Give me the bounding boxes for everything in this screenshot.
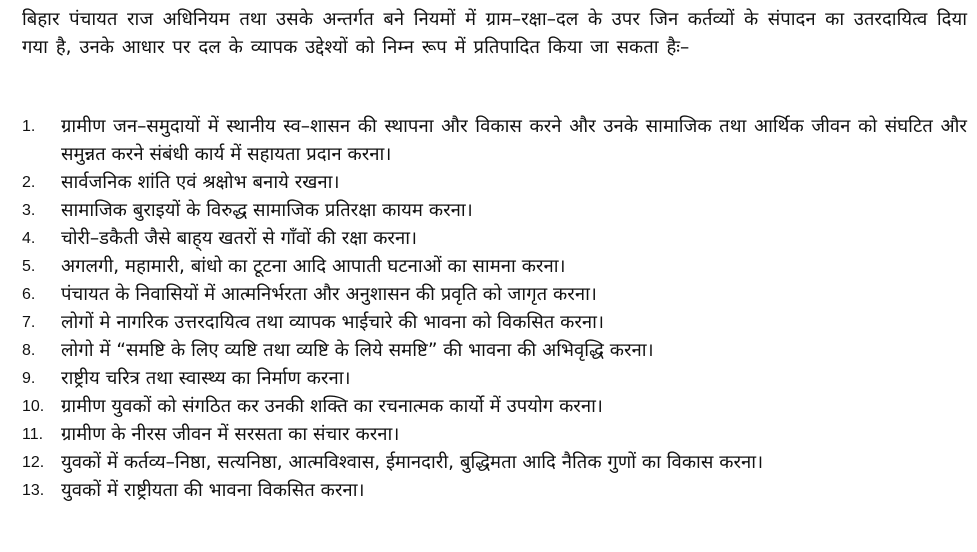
list-item — [22, 365, 967, 393]
item-number: 2. — [22, 174, 36, 191]
list-item — [22, 169, 967, 197]
item-text: लोगों मे नागरिक उत्तरदायित्व तथा व्यापक भाईचारे की भावना को विकसित करना। — [61, 312, 604, 333]
objectives-list — [22, 113, 967, 505]
item-number: 1. — [22, 118, 36, 135]
list-item — [22, 337, 967, 365]
item-text: ग्रामीण युवकों को संगठित कर उनकी शक्ति का रचनात्मक कार्यो में उपयोग करना। — [61, 396, 603, 417]
list-item — [22, 393, 967, 421]
list-item — [22, 197, 967, 225]
item-text: लोगो में “समष्टि के लिए व्यष्टि तथा व्यष्टि के लिये समष्टि” की भावना की अभिवृद्धि करना। — [61, 340, 654, 361]
item-text: राष्ट्रीय चरित्र तथा स्वास्थ्य का निर्माण करना। — [61, 368, 351, 389]
list-item — [22, 421, 967, 449]
list-item — [22, 477, 967, 505]
item-text: चोरी–डकैती जैसे बाह्‌य खतरों से गाँवों की रक्षा करना। — [61, 228, 418, 249]
list-item — [22, 281, 967, 309]
item-number: 13. — [22, 482, 45, 499]
item-text: सामाजिक बुराइयों के विरुद्ध सामाजिक प्रतिरक्षा कायम करना। — [61, 200, 473, 221]
item-number: 12. — [22, 454, 45, 471]
item-text: युवकों में राष्ट्रीयता की भावना विकसित करना। — [61, 480, 365, 501]
item-number: 10. — [22, 398, 45, 415]
list-item — [22, 253, 967, 281]
item-text: पंचायत के निवासियों में आत्मनिर्भरता और अनुशासन की प्रवृति को जागृत करना। — [61, 284, 597, 305]
item-number: 5. — [22, 258, 36, 275]
item-number: 6. — [22, 286, 36, 303]
list-item — [22, 309, 967, 337]
list-item — [22, 449, 967, 477]
item-text: सार्वजनिक शांति एवं श्रक्षोभ बनाये रखना। — [61, 172, 340, 193]
item-number: 7. — [22, 314, 36, 331]
list-item — [22, 225, 967, 253]
intro-paragraph: बिहार पंचायत राज अधिनियम तथा उसके अन्तर्गत बने नियमों में ग्राम–रक्षा–दल के उपर जिन कर्तव्यों के संपादन का उतरदायित्व दिया गया है, उनके आधार पर दल के व्यापक उद्देश्यों को निम्न रूप में प्रतिपादित किया जा सकता हैः– — [22, 9, 967, 58]
list-item — [22, 113, 967, 169]
item-text: ग्रामीण जन–समुदायों में स्थानीय स्व–शासन की स्थापना और विकास करने और उनके सामाजिक तथा आर्थिक जीवन को संघटित और समुन्नत करने संबंधी कार्य में सहायता प्रदान करना। — [61, 116, 967, 165]
item-text: युवकों में कर्तव्य–निष्ठा, सत्यनिष्ठा, आत्मविश्वास, ईमानदारी, बुद्धिमता आदि नैतिक गुणों का विकास करना। — [61, 452, 764, 473]
item-number: 4. — [22, 230, 36, 247]
item-text: ग्रामीण के नीरस जीवन में सरसता का संचार करना। — [61, 424, 400, 445]
item-number: 9. — [22, 370, 36, 387]
item-text: अगलगी, महामारी, बांधो का टूटना आदि आपाती घटनाओं का सामना करना। — [61, 256, 566, 277]
item-number: 3. — [22, 202, 36, 219]
item-number: 8. — [22, 342, 36, 359]
item-number: 11. — [22, 426, 44, 443]
